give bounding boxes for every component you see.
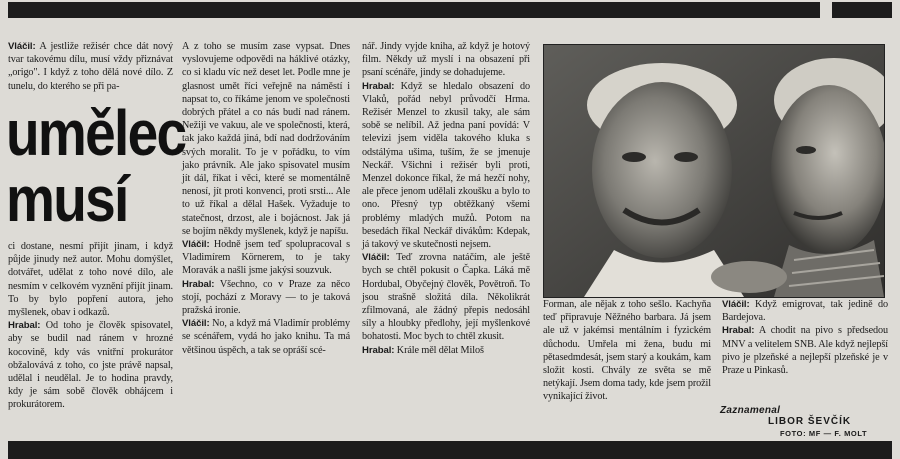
- headline-line-2: musí: [6, 163, 128, 235]
- byline: [720, 405, 890, 438]
- column-1-top: [8, 40, 173, 93]
- paragraph: [722, 324, 888, 377]
- speaker-name: Vláčil:: [182, 239, 210, 251]
- bottom-rule: [8, 441, 892, 459]
- speaker-name: Hrabal:: [8, 320, 41, 332]
- paragraph-text: Když se hledalo obsazení do Vlaků, pořád nebyl průvodčí Hrma. Režisér Menzel to zkusil taky, ale sám sobě se nelíbil. Až jedna paní povídá: V televizi jsem viděla takového kluka s odstálýma ušima, tuším, že se jmenuje Neckář. Všichni i režisér byli proti, Menzel dokonce říkal, že má hezčí nohy, ale přece jenom udělali zkoušku a bylo to ono. Přesný typ obtěžkaný všemi problémy mladých mužů. Potom na besedách říkal Neckář divákům: Kdepak, já takový ve skutečnosti nejsem.: [362, 80, 530, 251]
- paragraph-text: A chodit na pivo s předsedou MNV a velitelem SNB. Ale když nejlepší pivo je plzeňské a nejlepší plzeňské je v Praze u Pinkasů.: [722, 325, 888, 377]
- speaker-name: Vláčil:: [362, 252, 390, 264]
- speaker-name: Hrabal:: [362, 344, 395, 356]
- column-1-bottom: [8, 240, 173, 412]
- paragraph: [543, 298, 711, 404]
- photo-two-men: [543, 44, 885, 298]
- speaker-name: Hrabal:: [182, 278, 215, 290]
- paragraph-text: nář. Jindy vyjde kniha, až když je hotový film. Někdy už myslí i na obsazení při psaní scénáře, jindy se dohadujeme.: [362, 41, 530, 79]
- top-rule: [8, 2, 892, 18]
- column-2: [182, 40, 350, 357]
- speaker-name: Vláčil:: [722, 299, 750, 310]
- speaker-name: Hrabal:: [722, 325, 755, 337]
- paragraph-text: Hodně jsem teď spolupracoval s Vladimírem Körnerem, to je taky Moravák a našli jsme jakýsi souzvuk.: [182, 239, 350, 277]
- paragraph-text: Od toho je člověk spisovatel, aby se budil nad ránem v hrozné kocovině, kdy vás vnitřní prokurátor obžalovává z toho, co jste právě napsal, udělal i neudělal. Je to hodina pravdy, kdy je sám sobě člověk obhájcem i prokurátorem.: [8, 320, 173, 411]
- paragraph: [362, 251, 530, 343]
- paragraph-text: No, a když má Vladimír problémy se scénářem, vydá ho jako knihu. Ta má většinou úspěch, a tak se opráší scé-: [182, 318, 350, 356]
- speaker-name: Hrabal:: [362, 80, 395, 92]
- paragraph: [8, 319, 173, 411]
- headline-line-1: umělec: [6, 97, 186, 169]
- headline: [6, 97, 186, 235]
- paragraph: [182, 238, 350, 278]
- byline-label: Zaznamenal: [720, 405, 781, 416]
- paragraph-text: Teď zrovna natáčím, ale ještě bych se chtěl pokusit o Čapka. Láká mě Hordubal, Obyčejný člověk, Povětroň. To jsou strašně složitá díla. Několikrát zfilmovaná, ale žádný přepis nedosáhl síly a hloubky předlohy, její myšlenkové bohatosti. Moc bych to chtěl zkusit.: [362, 252, 530, 343]
- byline-author: LIBOR ŠEVČÍK: [768, 416, 852, 427]
- photo-credit: FOTO: MF — F. MOLT: [780, 429, 868, 438]
- paragraph-text: Všechno, co v Praze za něco stojí, pochází z Moravy — to je taková pražská ironie.: [182, 278, 350, 317]
- paragraph-text: A z toho se musím zase vypsat. Dnes vyslovujeme odpovědi na háklivé otázky, co si kladu víc než deset let. Podle mne je glasnost umět říci veřejně na náměstí i napsat to, co říkáme jenom ve společnosti dobrých přátel a co nás budí nad ránem. Nežiji ve vakuu, ale ve společnosti, která, tak jako každá jiná, bdí nad dodržováním svých moralit. To je v pořádku, to vím jako právník. Ale jako spisovatel musím jít dál, říkat i věci, které se momentálně nenosí, jít proti konvenci, proti srsti... Ale to už říkal a dělal Hašek. Vyžaduje to statečnost, drzost, ale i bojácnost. Jak já se bojím někdy myšlenek, když je napíšu.: [182, 41, 350, 237]
- paragraph-text: Krále měl dělat Miloš: [394, 344, 484, 356]
- paragraph: [362, 40, 530, 80]
- top-rule-gap: [820, 2, 832, 18]
- paragraph-text: ci dostane, nesmí přijít jinam, i když půjde jinudy než autor. Mohu domýšlet, dotvářet, udělat z toho nové dílo, ale nesmím v celkovém vyznění přijít jinam. To by bylo popření autora, jeho myšlenek, obav i odkazů.: [8, 241, 173, 319]
- speaker-name: Vláčil:: [8, 41, 36, 52]
- column-5: [722, 298, 888, 377]
- paragraph: [8, 40, 173, 93]
- paragraph: [8, 240, 173, 319]
- photo-two-men-icon: [544, 45, 884, 297]
- paragraph: [362, 80, 530, 252]
- paragraph: [362, 344, 530, 357]
- column-3: [362, 40, 530, 357]
- column-4: [543, 298, 711, 404]
- paragraph-text: Forman, ale nějak z toho sešlo. Kachyňa teď připravuje Něžného barbara. Já jsem ale už v jakémsi mentálním i fyzickém důchodu. Umřela mi žena, budu mi pětasedmdesát, jsem starý a koukám, kam složit kosti. Chvály ze světa se mě netýkají. Jsem doma tady, kde jsem prožil vynikající život.: [543, 299, 711, 403]
- paragraph: [182, 278, 350, 318]
- paragraph-text: Když emigrovat, tak jedině do Bardejova.: [722, 299, 888, 324]
- paragraph: [182, 40, 350, 238]
- speaker-name: Vláčil:: [182, 318, 210, 330]
- paragraph: [182, 317, 350, 357]
- paragraph: [722, 298, 888, 324]
- paragraph-text: A jestliže režisér chce dát nový tvar takovému dílu, musí vždy přiznávat „origo". I když z toho dělá nové dílo. Z tunelu, do kterého se při pa-: [8, 41, 173, 92]
